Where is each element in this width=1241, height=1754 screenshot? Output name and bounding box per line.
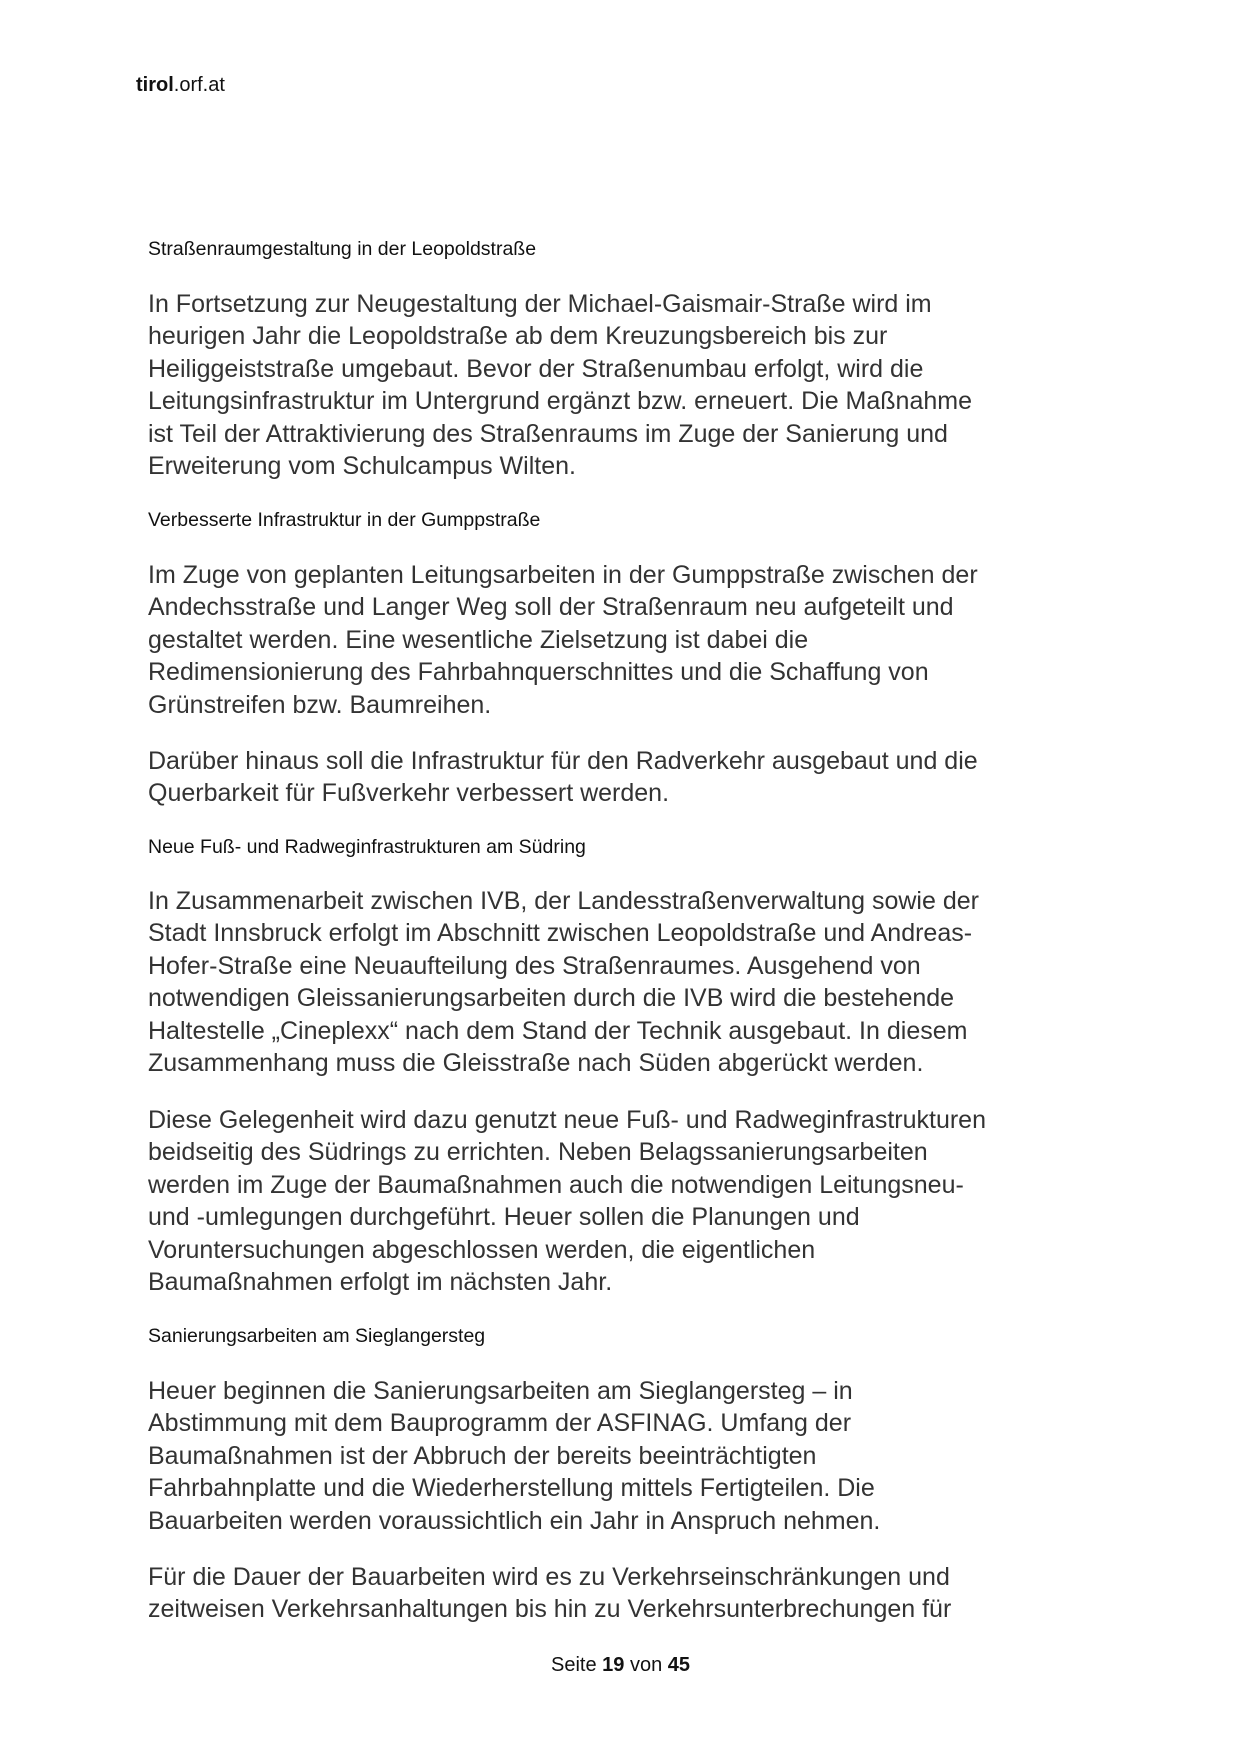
- paragraph-line: werden im Zuge der Baumaßnahmen auch die notwendigen Leitungsneu-: [148, 1170, 964, 1199]
- paragraph-line: ist Teil der Attraktivierung des Straßenraums im Zuge der Sanierung und: [148, 419, 948, 448]
- paragraph-line: zeitweisen Verkehrsanhaltungen bis hin zu Verkehrsunterbrechungen für: [148, 1595, 952, 1624]
- body-paragraph: [148, 559, 978, 721]
- paragraph-line: Fahrbahnplatte und die Wiederherstellung mittels Fertigteilen. Die: [148, 1474, 875, 1503]
- page-footer: [0, 1654, 1241, 1677]
- section-heading: Sanierungsarbeiten am Sieglangersteg: [148, 1325, 486, 1347]
- paragraph-line: notwendigen Gleissanierungsarbeiten durch die IVB wird die bestehende: [148, 984, 955, 1013]
- paragraph-line: Zusammenhang muss die Gleisstraße nach Süden abgerückt werden.: [148, 1049, 924, 1078]
- body-paragraph: [148, 1561, 951, 1626]
- paragraph-line: Heuer beginnen die Sanierungsarbeiten am Sieglangersteg – in: [148, 1377, 853, 1405]
- body-paragraph: [148, 885, 979, 1079]
- paragraph-line: In Fortsetzung zur Neugestaltung der Michael-Gaismair-Straße wird im: [148, 290, 932, 318]
- footer-prefix: Seite: [550, 1654, 597, 1676]
- body-paragraph: [148, 1375, 880, 1537]
- paragraph-line: Haltestelle „Cineplexx“ nach dem Stand der Technik ausgebaut. In diesem: [148, 1016, 968, 1045]
- footer-middle: von: [629, 1654, 663, 1676]
- body-paragraph: [148, 745, 978, 810]
- paragraph-line: Leitungsinfrastruktur im Untergrund ergänzt bzw. erneuert. Die Maßnahme: [148, 387, 972, 416]
- paragraph-line: Hofer-Straße eine Neuaufteilung des Straßenraumes. Ausgehend von: [148, 951, 921, 980]
- paragraph-line: Abstimmung mit dem Bauprogramm der ASFINAG. Umfang der: [148, 1409, 852, 1438]
- section-heading: Verbesserte Infrastruktur in der Gumppstraße: [148, 509, 541, 531]
- total-pages: 45: [667, 1654, 691, 1676]
- body-paragraph: [148, 288, 972, 482]
- paragraph-line: Darüber hinaus soll die Infrastruktur für den Radverkehr ausgebaut und die: [148, 747, 978, 775]
- paragraph-line: heurigen Jahr die Leopoldstraße ab dem Kreuzungsbereich bis zur: [148, 322, 888, 351]
- paragraph-line: Erweiterung vom Schulcampus Wilten.: [148, 452, 576, 481]
- paragraph-line: beidseitig des Südrings zu errichten. Neben Belagssanierungsarbeiten: [148, 1138, 928, 1167]
- paragraph-line: Redimensionierung des Fahrbahnquerschnittes und die Schaffung von: [148, 658, 929, 687]
- body-paragraph: [148, 1104, 986, 1298]
- paragraph-line: Im Zuge von geplanten Leitungsarbeiten in der Gumppstraße zwischen der: [148, 561, 978, 589]
- paragraph-line: Grünstreifen bzw. Baumreihen.: [148, 690, 492, 719]
- paragraph-line: Stadt Innsbruck erfolgt im Abschnitt zwischen Leopoldstraße und Andreas-: [148, 919, 973, 948]
- site-name-rest: .orf.at: [173, 74, 225, 96]
- site-name: [136, 74, 225, 97]
- section-heading: Straßenraumgestaltung in der Leopoldstraße: [148, 238, 537, 260]
- paragraph-line: und -umlegungen durchgeführt. Heuer sollen die Planungen und: [148, 1203, 860, 1232]
- paragraph-line: Baumaßnahmen erfolgt im nächsten Jahr.: [148, 1268, 613, 1297]
- paragraph-line: Voruntersuchungen abgeschlossen werden, die eigentlichen: [148, 1235, 816, 1264]
- paragraph-line: Querbarkeit für Fußverkehr verbessert werden.: [148, 779, 670, 808]
- paragraph-line: Heiliggeiststraße umgebaut. Bevor der Straßenumbau erfolgt, wird die: [148, 354, 924, 383]
- paragraph-line: Für die Dauer der Bauarbeiten wird es zu Verkehrseinschränkungen und: [148, 1563, 950, 1591]
- paragraph-line: gestaltet werden. Eine wesentliche Zielsetzung ist dabei die: [148, 625, 809, 654]
- paragraph-line: Andechsstraße und Langer Weg soll der Straßenraum neu aufgeteilt und: [148, 593, 954, 622]
- paragraph-line: Bauarbeiten werden voraussichtlich ein Jahr in Anspruch nehmen.: [148, 1506, 881, 1535]
- current-page: 19: [602, 1654, 625, 1676]
- section-heading: Neue Fuß- und Radweginfrastrukturen am Südring: [148, 836, 586, 858]
- paragraph-line: Baumaßnahmen ist der Abbruch der bereits beeinträchtigten: [148, 1441, 817, 1470]
- paragraph-line: Diese Gelegenheit wird dazu genutzt neue Fuß- und Radweginfrastrukturen: [148, 1106, 986, 1134]
- site-name-bold: tirol: [136, 74, 174, 96]
- paragraph-line: In Zusammenarbeit zwischen IVB, der Landesstraßenverwaltung sowie der: [148, 887, 979, 915]
